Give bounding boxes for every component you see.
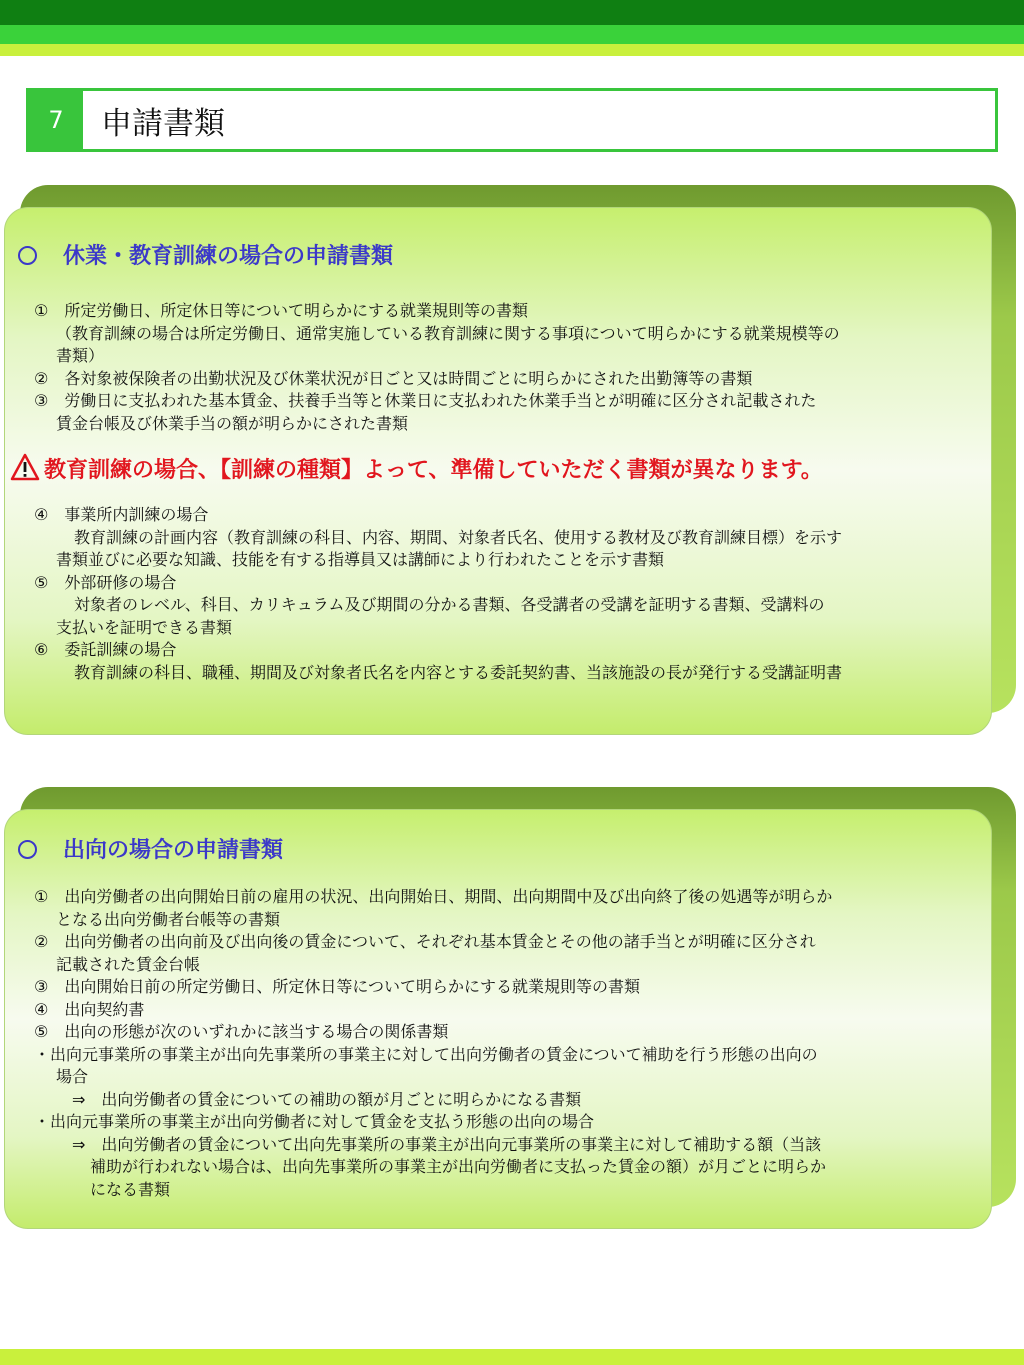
list-item: ⇒ 出向労働者の賃金について出向先事業所の事業主が出向元事業所の事業主に対して補助する額（当該	[72, 1134, 822, 1154]
section-header	[26, 88, 998, 152]
document-list-a	[34, 300, 994, 435]
secondment-panel	[4, 785, 1016, 1233]
leave-training-panel	[4, 183, 1016, 738]
circle-bullet-icon	[18, 840, 37, 859]
warning-icon	[10, 453, 40, 481]
list-item: 書類）	[56, 346, 105, 365]
document-list-c	[34, 886, 994, 1201]
list-item: となる出向労働者台帳等の書類	[56, 909, 281, 929]
list-item: ⇒ 出向労働者の賃金についての補助の額が月ごとに明らかになる書類	[72, 1089, 582, 1109]
list-item: ⑥ 委託訓練の場合	[34, 640, 177, 659]
list-item: ⑤ 出向の形態が次のいずれかに該当する場合の関係書類	[34, 1022, 449, 1041]
panel-heading: 休業・教育訓練の場合の申請書類	[18, 239, 393, 270]
circle-bullet-icon	[18, 246, 37, 265]
list-item: ④ 出向契約書	[34, 999, 145, 1019]
bottom-band	[0, 1349, 1024, 1365]
section-title: 申請書類	[101, 105, 225, 142]
list-item: 教育訓練の計画内容（教育訓練の科目、内容、期間、対象者氏名、使用する教材及び教育訓練目標）を示す	[74, 527, 843, 547]
list-item: ① 所定労働日、所定休日等について明らかにする就業規則等の書類	[34, 301, 529, 320]
list-item: ③ 出向開始日前の所定労働日、所定休日等について明らかにする就業規則等の書類	[34, 977, 641, 996]
section-number: 7	[29, 91, 83, 149]
top-band-light	[0, 44, 1024, 56]
list-item: 賃金台帳及び休業手当の額が明らかにされた書類	[56, 413, 409, 433]
list-item: 支払いを証明できる書類	[56, 617, 233, 637]
list-item: ④ 事業所内訓練の場合	[34, 505, 209, 524]
list-item: 場合	[56, 1067, 89, 1086]
training-warning: 教育訓練の場合、【訓練の種類】よって、準備していただく書類が異なります。	[10, 453, 823, 484]
list-item: ③ 労働日に支払われた基本賃金、扶養手当等と休業日に支払われた休業手当とが明確に区分され記載された	[34, 391, 817, 410]
list-item: 教育訓練の科目、職種、期間及び対象者氏名を内容とする委託契約書、当該施設の長が発行する受講証明書	[74, 662, 843, 682]
list-item: ② 出向労働者の出向前及び出向後の賃金について、それぞれ基本賃金とその他の諸手当とが明確に区分され	[34, 932, 816, 951]
list-item: ・出向元事業所の事業主が出向労働者に対して賃金を支払う形態の出向の場合	[34, 1112, 595, 1131]
list-item: ① 出向労働者の出向開始日前の雇用の状況、出向開始日、期間、出向期間中及び出向終了後の処遇等が明らか	[34, 887, 833, 906]
list-item: （教育訓練の場合は所定労働日、通常実施している教育訓練に関する事項について明らかにする就業規模等の	[56, 323, 840, 343]
list-item: になる書類	[90, 1179, 171, 1199]
list-item: 補助が行われない場合は、出向先事業所の事業主が出向労働者に支払った賃金の額）が月ごとに明らか	[90, 1157, 827, 1176]
list-item: ・出向元事業所の事業主が出向先事業所の事業主に対して出向労働者の賃金について補助を行う形態の出向の	[34, 1044, 818, 1064]
list-item: 書類並びに必要な知識、技能を有する指導員又は講師により行われたことを示す書類	[56, 550, 665, 569]
document-list-b	[34, 504, 994, 684]
top-band-dark	[0, 0, 1024, 25]
list-item: 対象者のレベル、科目、カリキュラム及び期間の分かる書類、各受講者の受講を証明する書類、受講料の	[74, 595, 825, 614]
list-item: 記載された賃金台帳	[56, 954, 201, 974]
list-item: ② 各対象被保険者の出勤状況及び休業状況が日ごと又は時間ごとに明らかにされた出勤簿等の書類	[34, 368, 753, 388]
list-item: ⑤ 外部研修の場合	[34, 572, 177, 592]
top-band-mid	[0, 25, 1024, 44]
panel-heading: 出向の場合の申請書類	[18, 833, 283, 864]
